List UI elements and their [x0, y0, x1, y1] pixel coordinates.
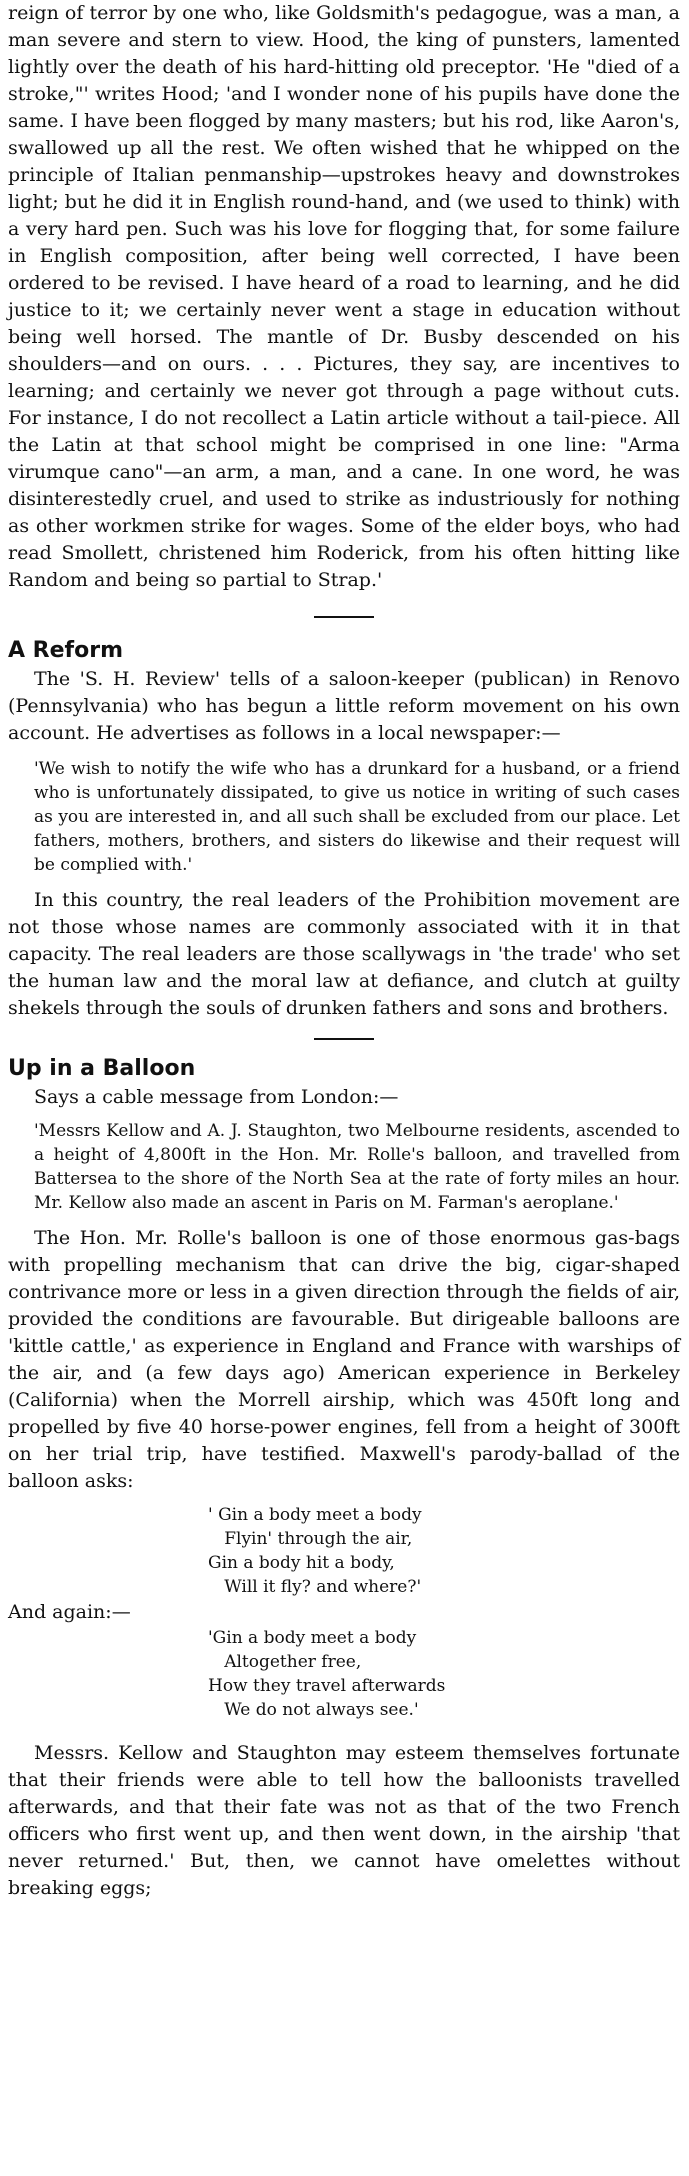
- reform-intro: The 'S. H. Review' tells of a saloon-keeper (publican) in Renovo (Pennsylvania) who has begun a little reform movement on his own account. He advertises as follows in a local newspaper:—: [8, 668, 680, 744]
- balloon-quote: 'Messrs Kellow and A. J. Staughton, two Melbourne residents, ascended to a height of 4,800ft in the Hon. Mr. Rolle's balloon, and travelled from Battersea to the shore of the North Sea at the rate of forty miles an hour. Mr. Kellow also made an ascent in Paris on M. Farman's aeroplane.': [34, 1121, 680, 1213]
- poem-stanza-2: [208, 1626, 680, 1722]
- reform-comment: In this country, the real leaders of the Prohibition movement are not those whose names are commonly associated with it in that capacity. The real leaders are those scallywags in 'the trade' who set the human law and the moral law at defiance, and clutch at guilty shekels through the souls of drunken fathers and sons and brothers.: [8, 889, 680, 1019]
- poem-line: ' Gin a body meet a body: [208, 1505, 422, 1525]
- balloon-intro: Says a cable message from London:—: [34, 1086, 399, 1108]
- poem-line: Gin a body hit a body,: [208, 1553, 395, 1573]
- poem-line: 'Gin a body meet a body: [208, 1628, 417, 1648]
- reform-quote-block: [34, 757, 680, 877]
- poem-line: Flyin' through the air,: [208, 1529, 413, 1549]
- balloon-closing: Messrs. Kellow and Staughton may esteem themselves fortunate that their friends were able to tell how the balloonists travelled afterwards, and that their fate was not as that of the two French officers who first went up, and then went down, in the airship 'that never returned.' But, then, we cannot have omelettes without breaking eggs;: [8, 1742, 680, 1899]
- poem-line: We do not always see.': [208, 1700, 419, 1720]
- balloon-comment: The Hon. Mr. Rolle's balloon is one of those enormous gas-bags with propelling mechanism that can drive the big, cigar-shaped contrivance more or less in a given direction through the fields of air, provided the conditions are favourable. But dirigeable balloons are 'kittle cattle,' as experience in England and France with warships of the air, and (a few days ago) American experience in Berkeley (California) when the Morrell airship, which was 450ft long and propelled by five 40 horse-power engines, fell from a height of 300ft on her trial trip, have testified. Maxwell's parody-ballad of the balloon asks:: [8, 1227, 680, 1492]
- balloon-quote-block: [34, 1119, 680, 1215]
- reform-quote: 'We wish to notify the wife who has a drunkard for a husband, or a friend who is unfortunately dissipated, to give us notice in writing of such cases as you are interested in, and all such shall be excluded from our place. Let fathers, mothers, brothers, and sisters do likewise and their request will be complied with.': [34, 759, 680, 875]
- poem-line: Will it fly? and where?': [208, 1577, 422, 1597]
- poem-line: How they travel afterwards: [208, 1676, 446, 1696]
- poem-stanza-1: [208, 1503, 680, 1599]
- balloon-heading: Up in a Balloon: [8, 1056, 196, 1081]
- intro-paragraph: reign of terror by one who, like Goldsmith's pedagogue, was a man, a man severe and stern to view. Hood, the king of punsters, lamented lightly over the death of his hard-hitting old preceptor. 'He "died of a stroke,"' writes Hood; 'and I wonder none of his pupils have done the same. I have been flogged by many masters; but his rod, like Aaron's, swallowed up all the rest. We often wished that he whipped on the principle of Italian penmanship—upstrokes heavy and downstrokes light; but he did it in English round-hand, and (we used to think) with a very hard pen. Such was his love for flogging that, for some failure in English composition, after being well corrected, I have been ordered to be revised. I have heard of a road to learning, and he did justice to it; we certainly never went a stage in education without being well horsed. The mantle of Dr. Busby descended on his shoulders—and on ours. . . . Pictures, they say, are incentives to learning; and certainly we never got through a page without cuts. For instance, I do not recollect a Latin article without a tail-piece. All the Latin at that school might be comprised in one line: "Arma virumque cano"—an arm, a man, and a cane. In one word, he was disinterestedly cruel, and used to strike as industriously for nothing as other workmen strike for wages. Some of the elder boys, who had read Smollett, christened him Roderick, from his often hitting like Random and being so partial to Strap.': [8, 2, 680, 591]
- newspaper-column: [8, 0, 680, 1902]
- and-again-line: And again:—: [8, 1601, 131, 1623]
- reform-heading: A Reform: [8, 638, 124, 663]
- poem-line: Altogether free,: [208, 1652, 362, 1672]
